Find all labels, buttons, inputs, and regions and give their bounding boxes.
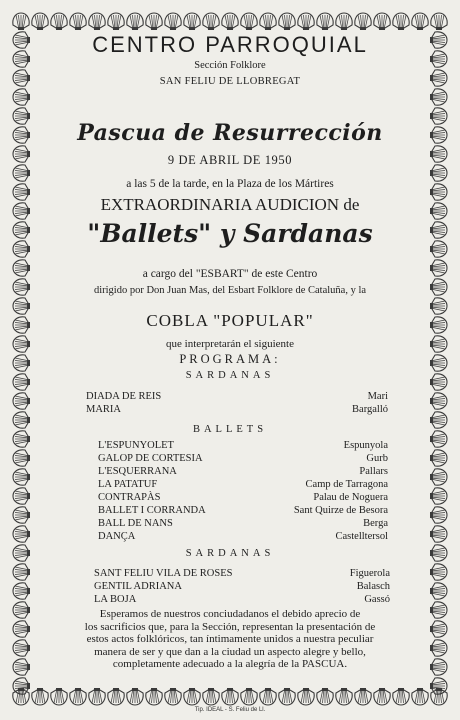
scallop-shell-icon <box>13 70 30 86</box>
scallop-shell-icon <box>430 526 447 542</box>
closing-paragraph <box>42 608 418 671</box>
scallop-shell-icon <box>355 13 371 30</box>
piece-title: L'ESQUERRANA <box>98 466 177 477</box>
piece-origin: Espunyola <box>343 440 388 451</box>
scallop-shell-icon <box>13 127 30 143</box>
scallop-shell-icon <box>317 13 333 30</box>
piece-title: BALL DE NANS <box>98 518 173 529</box>
scallop-shell-icon <box>298 688 314 705</box>
scallop-shell-icon <box>32 688 48 705</box>
scallop-shell-icon <box>127 13 143 30</box>
scallop-shell-icon <box>13 32 30 48</box>
piece-origin: Camp de Tarragona <box>305 479 388 490</box>
scallop-shell-icon <box>13 298 30 314</box>
scallop-shell-icon <box>13 89 30 105</box>
closing-line: manera de ser y que dan a la ciudad un aspecto alegre y bello, <box>94 645 366 658</box>
scallop-shell-icon <box>260 13 276 30</box>
program-row <box>98 440 388 452</box>
piece-title: DIADA DE REIS <box>86 391 162 402</box>
scallop-shell-icon <box>393 688 409 705</box>
piece-origin: Bargalló <box>352 404 388 415</box>
scallop-shell-icon <box>430 431 447 447</box>
scallop-shell-icon <box>430 545 447 561</box>
piece-origin: Palau de Noguera <box>313 492 388 503</box>
piece-origin: Figuerola <box>349 568 390 579</box>
closing-line: estos actos folklóricos, tan íntimamente unidos a nuestra peculiar <box>86 633 374 645</box>
program-row <box>86 404 388 416</box>
scallop-shell-icon <box>279 13 295 30</box>
scallop-shell-icon <box>127 688 143 705</box>
scallop-shell-icon <box>374 13 390 30</box>
scallop-shell-icon <box>13 355 30 371</box>
scallop-shell-icon <box>13 602 30 618</box>
scallop-shell-icon <box>89 688 105 705</box>
scallop-shell-icon <box>430 184 447 200</box>
scallop-shell-icon <box>317 688 333 705</box>
scallop-shell-icon <box>13 431 30 447</box>
scallop-shell-icon <box>51 688 67 705</box>
closing-line: los sacrificios que, para la Sección, representan la presentación de <box>84 620 376 633</box>
scallop-shell-icon <box>70 688 86 705</box>
scallop-shell-icon <box>430 564 447 580</box>
scallop-shell-icon <box>13 507 30 523</box>
scallop-shell-icon <box>13 184 30 200</box>
scallop-shell-icon <box>412 13 428 30</box>
scallop-shell-icon <box>430 507 447 523</box>
performer-line: a cargo del "ESBART" de este Centro <box>142 268 318 280</box>
piece-origin: Pallars <box>359 466 388 477</box>
scallop-shell-icon <box>13 640 30 656</box>
scallop-shell-icon <box>430 640 447 656</box>
interpret-line: que interpretarán el siguiente <box>166 338 294 350</box>
scallop-shell-icon <box>430 355 447 371</box>
scallop-shell-icon <box>203 688 219 705</box>
program-row <box>98 453 388 465</box>
program-heading: PROGRAMA: <box>179 352 281 366</box>
event-feature: "Ballets" y Sardanas <box>87 219 373 248</box>
piece-title: MARIA <box>86 404 122 415</box>
scallop-shell-icon <box>13 393 30 409</box>
scallop-shell-icon <box>430 203 447 219</box>
scallop-shell-icon <box>203 13 219 30</box>
piece-title: GENTIL ADRIANA <box>94 581 182 592</box>
scallop-shell-icon <box>13 526 30 542</box>
program-row <box>98 505 388 517</box>
scallop-shell-icon <box>260 688 276 705</box>
printer-imprint: Tip. IDEAL - S. Feliu de Ll. <box>194 707 266 713</box>
piece-origin: Gurb <box>366 453 388 464</box>
scallop-shell-icon <box>89 13 105 30</box>
scallop-shell-icon <box>13 13 29 30</box>
program-row <box>98 518 388 530</box>
scallop-shell-icon <box>70 13 86 30</box>
scallop-shell-icon <box>108 688 124 705</box>
scallop-shell-icon <box>13 450 30 466</box>
scallop-shell-icon <box>108 13 124 30</box>
scallop-shell-icon <box>13 374 30 390</box>
closing-line: Esperamos de nuestros conciudadanos el debido aprecio de <box>99 608 361 620</box>
scallop-shell-icon <box>430 260 447 276</box>
closing-line: completamente adecuado a la alegría de la PASCUA. <box>112 658 348 670</box>
scallop-shell-icon <box>393 13 409 30</box>
program-row <box>98 466 388 478</box>
program-row <box>98 531 388 543</box>
piece-title: SANT FELIU VILA DE ROSES <box>94 568 233 579</box>
ballets-heading: BALLETS <box>192 424 268 435</box>
scallop-shell-icon <box>165 13 181 30</box>
scallop-shell-icon <box>241 688 257 705</box>
scallop-shell-icon <box>430 583 447 599</box>
program-row <box>98 492 388 504</box>
scallop-shell-icon <box>13 317 30 333</box>
scallop-shell-icon <box>430 51 447 67</box>
piece-origin: Castelltersol <box>335 531 388 542</box>
scallop-shell-icon <box>13 659 30 675</box>
scallop-shell-icon <box>13 545 30 561</box>
scallop-shell-icon <box>13 412 30 428</box>
scallop-shell-icon <box>430 393 447 409</box>
scallop-shell-icon <box>430 165 447 181</box>
scallop-shell-icon <box>298 13 314 30</box>
cobla-name: COBLA "POPULAR" <box>146 311 314 330</box>
piece-title: L'ESPUNYOLET <box>98 440 174 451</box>
scallop-shell-icon <box>430 241 447 257</box>
piece-origin: Sant Quirze de Besora <box>293 505 388 516</box>
sardanas-heading: SARDANAS <box>185 370 275 381</box>
scallop-shell-icon <box>13 241 30 257</box>
program-row <box>86 391 388 403</box>
scallop-shell-icon <box>51 13 67 30</box>
director-line: dirigido por Don Juan Mas, del Esbart Folklore de Cataluña, y la <box>93 285 367 296</box>
piece-title: CONTRAPÀS <box>98 492 161 503</box>
scallop-shell-icon <box>146 13 162 30</box>
scallop-shell-icon <box>146 688 162 705</box>
program-row <box>98 479 388 491</box>
scallop-shell-icon <box>430 374 447 390</box>
scallop-shell-icon <box>430 469 447 485</box>
scallop-shell-icon <box>430 146 447 162</box>
scallop-shell-icon <box>13 488 30 504</box>
program-row <box>94 568 390 580</box>
scallop-shell-icon <box>431 13 447 30</box>
scallop-shell-icon <box>184 13 200 30</box>
scallop-shell-icon <box>430 279 447 295</box>
organization-title: CENTRO PARROQUIAL <box>92 32 368 57</box>
scallop-shell-icon <box>430 317 447 333</box>
scallop-shell-icon <box>13 621 30 637</box>
piece-origin: Gassó <box>364 594 390 605</box>
scallop-shell-icon <box>336 13 352 30</box>
event-name: Pascua de Resurrección <box>77 120 383 146</box>
event-date: 9 DE ABRIL DE 1950 <box>167 153 293 167</box>
scallop-shell-icon <box>430 222 447 238</box>
event-headline: EXTRAORDINARIA AUDICION de <box>100 195 360 214</box>
scallop-shell-icon <box>222 13 238 30</box>
piece-origin: Berga <box>363 518 388 529</box>
scallop-shell-icon <box>336 688 352 705</box>
scallop-shell-icon <box>279 688 295 705</box>
scallop-shell-icon <box>430 659 447 675</box>
scallop-shell-icon <box>430 127 447 143</box>
piece-origin: Balasch <box>356 581 390 592</box>
scallop-shell-icon <box>13 222 30 238</box>
scallop-shell-icon <box>13 260 30 276</box>
scallop-shell-icon <box>13 146 30 162</box>
scallop-shell-icon <box>13 469 30 485</box>
scallop-shell-icon <box>13 583 30 599</box>
scallop-shell-icon <box>430 298 447 314</box>
scallop-shell-icon <box>430 70 447 86</box>
scallop-shell-icon <box>13 165 30 181</box>
event-time-place: a las 5 de la tarde, en la Plaza de los Mártires <box>126 178 334 190</box>
scallop-shell-icon <box>412 688 428 705</box>
piece-title: BALLET I CORRANDA <box>98 505 206 516</box>
scallop-shell-icon <box>430 336 447 352</box>
scallop-shell-icon <box>13 203 30 219</box>
town-name: SAN FELIU DE LLOBREGAT <box>159 76 301 87</box>
scallop-shell-icon <box>13 564 30 580</box>
scallop-shell-icon <box>430 488 447 504</box>
piece-title: GALOP DE CORTESIA <box>98 453 203 464</box>
piece-title: LA PATATUF <box>98 479 158 490</box>
sardanas-heading: SARDANAS <box>185 548 275 559</box>
scallop-shell-icon <box>430 412 447 428</box>
section-name: Sección Folklore <box>194 60 266 71</box>
scallop-shell-icon <box>374 688 390 705</box>
scallop-shell-icon <box>430 89 447 105</box>
scallop-shell-icon <box>430 32 447 48</box>
piece-title: DANÇA <box>98 531 136 542</box>
scallop-shell-icon <box>32 13 48 30</box>
scallop-shell-icon <box>13 51 30 67</box>
scallop-shell-icon <box>13 108 30 124</box>
piece-title: LA BOJA <box>94 594 137 605</box>
scallop-shell-icon <box>355 688 371 705</box>
scallop-shell-icon <box>430 621 447 637</box>
scallop-shell-icon <box>430 108 447 124</box>
scallop-shell-icon <box>430 602 447 618</box>
program-row <box>94 594 390 606</box>
scallop-shell-icon <box>430 450 447 466</box>
scallop-shell-icon <box>222 688 238 705</box>
program-row <box>94 581 390 593</box>
scallop-shell-icon <box>13 279 30 295</box>
scallop-shell-icon <box>13 336 30 352</box>
scallop-shell-icon <box>241 13 257 30</box>
scallop-shell-icon <box>165 688 181 705</box>
piece-origin: Mari <box>367 391 388 402</box>
scallop-shell-icon <box>184 688 200 705</box>
